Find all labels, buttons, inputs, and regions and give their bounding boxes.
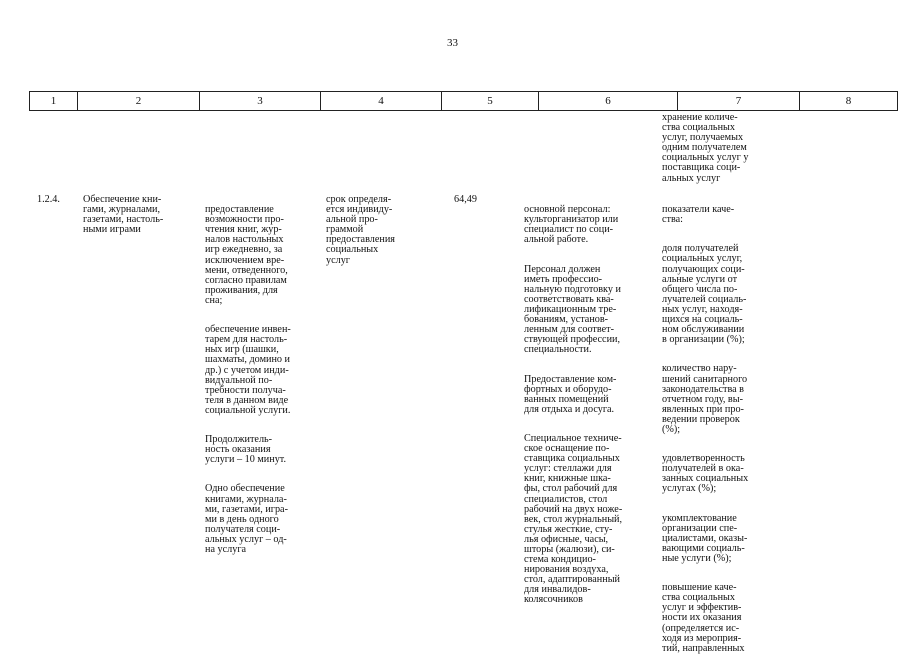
indicator-paragraph: доля получателей социальных услуг, получающих соци- альные услуги от общего числа по- лучателей социаль- ных услуг, находя- щихся на социаль- ном обслуживании в организации (%); <box>662 243 747 346</box>
header-col-1: 1 <box>50 95 57 107</box>
header-col-4: 4 <box>320 92 441 110</box>
continuation-indicators-cell: хранение количе- ства социальных услуг, получаемых одним получателем социальных услуг у поставщика соци- альных услуг <box>662 112 749 184</box>
conditions-paragraph: основной персонал: культорганизатор или специалист по соци- альной работе. <box>524 204 619 246</box>
page-number: 33 <box>447 37 458 49</box>
description-paragraph: Продолжитель- ность оказания услуги – 10 минут. <box>205 434 287 466</box>
header-col-6: 6 <box>538 92 677 110</box>
service-description-cell <box>205 195 323 565</box>
header-col-2: 2 <box>77 92 199 110</box>
conditions-paragraph: Специальное техниче- ское оснащение по- ставщика социальных услуг: стеллажи для книг, книжные шка- фы, стол рабочий для специалистов, стол рабочий на двух ноже- век, стол журнальный, стулья жесткие, сту- лья офисные, часы, шторы (жалюзи), си- стема кондицио- нирования воздуха, стол, адаптированный для инвалидов- колясочников <box>524 432 623 606</box>
header-col-5: 5 <box>441 92 538 110</box>
service-name-cell: Обеспечение кни- гами, журналами, газетами, настоль- ными играми <box>83 194 164 236</box>
row-number: 1.2.4. <box>37 194 60 205</box>
description-paragraph: Одно обеспечение книгами, журнала- ми, газетами, игра- ми в день одного получателя соци- альных услуг – од- на услуга <box>205 483 288 555</box>
header-col-3: 3 <box>199 92 320 110</box>
conditions-paragraph: Персонал должен иметь профессио- нальную подготовку и соответствовать ква- лификационным тре- бованиям, установ- ленным для соответ- ствующей профессии, специальности. <box>524 263 621 356</box>
indicator-paragraph: повышение каче- ства социальных услуг и эффектив- ности их оказания (определяется ис- ходя из мероприя- тий, направленных <box>662 582 745 654</box>
indicator-paragraph: удовлетворенность получателей в ока- занных социальных услугах (%); <box>662 453 749 495</box>
service-term-cell: срок определя- ется индивиду- альной про- граммой предоставления социальных услуг <box>326 194 395 266</box>
quality-indicators-cell <box>662 195 780 664</box>
description-paragraph: обеспечение инвен- тарем для настоль- ных игр (шашки, шахматы, домино и др.) с учетом инди- видуальной по- требности получа- теля в данном виде социальной услуги. <box>205 324 291 416</box>
indicator-paragraph: количество нару- шений санитарного законодательства в отчетном году, вы- явленных при про- ведении проверок (%); <box>662 363 748 435</box>
indicator-paragraph: укомплектование организации спе- циалистами, оказы- вающими социаль- ные услуги (%); <box>662 512 748 564</box>
header-col-7: 7 <box>677 92 799 110</box>
tariff-cell: 64,49 <box>454 194 477 205</box>
indicator-paragraph: показатели каче- ства: <box>662 204 735 226</box>
header-col-8: 8 <box>799 92 897 110</box>
conditions-paragraph: Предоставление ком- фортных и оборудо- ванных помещений для отдыха и досуга. <box>524 373 617 415</box>
description-paragraph: предоставление возможности про- чтения книг, жур- налов настольных игр ежедневно, за исключением вре- мени, отведенного, согласно правилам проживания, для сна; <box>205 204 288 306</box>
table-header-row <box>29 91 898 111</box>
provision-conditions-cell <box>524 195 658 616</box>
